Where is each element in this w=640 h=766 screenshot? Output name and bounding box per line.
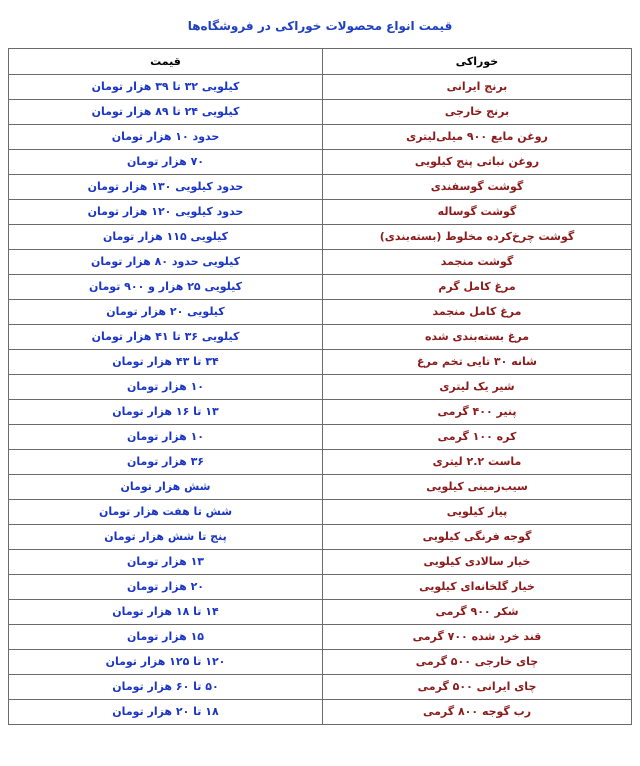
food-cell: گوشت چرخ‌کرده مخلوط (بسته‌بندی)	[323, 225, 632, 250]
food-cell: برنج ایرانی	[323, 75, 632, 100]
table-row	[9, 675, 632, 700]
table-row	[9, 100, 632, 125]
price-cell: ۷۰ هزار تومان	[9, 150, 323, 175]
price-cell: کیلویی ۲۴ تا ۸۹ هزار تومان	[9, 100, 323, 125]
table-row	[9, 525, 632, 550]
food-cell: شکر ۹۰۰ گرمی	[323, 600, 632, 625]
table-row	[9, 150, 632, 175]
table-row	[9, 275, 632, 300]
table-row	[9, 650, 632, 675]
food-cell: چای خارجی ۵۰۰ گرمی	[323, 650, 632, 675]
table-row	[9, 425, 632, 450]
food-cell: خیار سالادی کیلویی	[323, 550, 632, 575]
food-cell: روغن نباتی پنج کیلویی	[323, 150, 632, 175]
food-cell: سیب‌زمینی کیلویی	[323, 475, 632, 500]
food-cell: قند خرد شده ۷۰۰ گرمی	[323, 625, 632, 650]
price-cell: کیلویی حدود ۸۰ هزار تومان	[9, 250, 323, 275]
food-cell: برنج خارجی	[323, 100, 632, 125]
food-cell: گوشت گوساله	[323, 200, 632, 225]
page-title: قیمت انواع محصولات خوراکی در فروشگاه‌ها	[187, 19, 453, 33]
food-cell: پنیر ۴۰۰ گرمی	[323, 400, 632, 425]
food-cell: شیر یک لیتری	[323, 375, 632, 400]
price-cell: ۵۰ تا ۶۰ هزار تومان	[9, 675, 323, 700]
price-cell: ۱۸ تا ۲۰ هزار تومان	[9, 700, 323, 725]
food-cell: مرغ بسته‌بندی شده	[323, 325, 632, 350]
price-cell: ۳۶ هزار تومان	[9, 450, 323, 475]
food-cell: روغن مایع ۹۰۰ میلی‌لیتری	[323, 125, 632, 150]
food-cell: رب گوجه ۸۰۰ گرمی	[323, 700, 632, 725]
table-row	[9, 300, 632, 325]
table-body	[9, 75, 632, 725]
table-row	[9, 625, 632, 650]
price-cell: ۱۰ هزار تومان	[9, 425, 323, 450]
price-cell: ۲۰ هزار تومان	[9, 575, 323, 600]
table-row	[9, 575, 632, 600]
table-row	[9, 475, 632, 500]
price-cell: حدود کیلویی ۱۳۰ هزار تومان	[9, 175, 323, 200]
food-cell: مرغ کامل گرم	[323, 275, 632, 300]
price-cell: کیلویی ۲۰ هزار تومان	[9, 300, 323, 325]
price-cell: ۳۴ تا ۴۳ هزار تومان	[9, 350, 323, 375]
price-cell: کیلویی ۱۱۵ هزار تومان	[9, 225, 323, 250]
price-cell: حدود ۱۰ هزار تومان	[9, 125, 323, 150]
price-column-header: قیمت	[9, 49, 323, 75]
food-cell: ماست ۲.۲ لیتری	[323, 450, 632, 475]
price-cell: حدود کیلویی ۱۲۰ هزار تومان	[9, 200, 323, 225]
table-row	[9, 450, 632, 475]
table-row	[9, 375, 632, 400]
price-cell: کیلویی ۲۵ هزار و ۹۰۰ تومان	[9, 275, 323, 300]
table-row	[9, 600, 632, 625]
price-cell: پنج تا شش هزار تومان	[9, 525, 323, 550]
food-cell: چای ایرانی ۵۰۰ گرمی	[323, 675, 632, 700]
price-cell: ۱۳ تا ۱۶ هزار تومان	[9, 400, 323, 425]
table-row	[9, 225, 632, 250]
table-row	[9, 500, 632, 525]
table-row	[9, 125, 632, 150]
price-cell: کیلویی ۳۶ تا ۴۱ هزار تومان	[9, 325, 323, 350]
price-cell: شش تا هفت هزار تومان	[9, 500, 323, 525]
food-cell: مرغ کامل منجمد	[323, 300, 632, 325]
table-row	[9, 350, 632, 375]
price-cell: ۱۵ هزار تومان	[9, 625, 323, 650]
price-cell: کیلویی ۳۲ تا ۳۹ هزار تومان	[9, 75, 323, 100]
table-row	[9, 700, 632, 725]
table-row	[9, 550, 632, 575]
table-row	[9, 175, 632, 200]
table-row	[9, 75, 632, 100]
table-header-row	[9, 49, 632, 75]
table-row	[9, 200, 632, 225]
food-cell: گوشت منجمد	[323, 250, 632, 275]
price-cell: شش هزار تومان	[9, 475, 323, 500]
table-row	[9, 400, 632, 425]
price-cell: ۱۳ هزار تومان	[9, 550, 323, 575]
food-cell: پیاز کیلویی	[323, 500, 632, 525]
table-row	[9, 325, 632, 350]
food-cell: کره ۱۰۰ گرمی	[323, 425, 632, 450]
food-cell: گوجه فرنگی کیلویی	[323, 525, 632, 550]
price-cell: ۱۲۰ تا ۱۲۵ هزار تومان	[9, 650, 323, 675]
price-table	[8, 48, 632, 725]
price-cell: ۱۴ تا ۱۸ هزار تومان	[9, 600, 323, 625]
food-column-header: خوراکی	[323, 49, 632, 75]
price-cell: ۱۰ هزار تومان	[9, 375, 323, 400]
food-cell: خیار گلخانه‌ای کیلویی	[323, 575, 632, 600]
food-cell: گوشت گوسفندی	[323, 175, 632, 200]
table-row	[9, 250, 632, 275]
food-cell: شانه ۳۰ تایی تخم مرغ	[323, 350, 632, 375]
